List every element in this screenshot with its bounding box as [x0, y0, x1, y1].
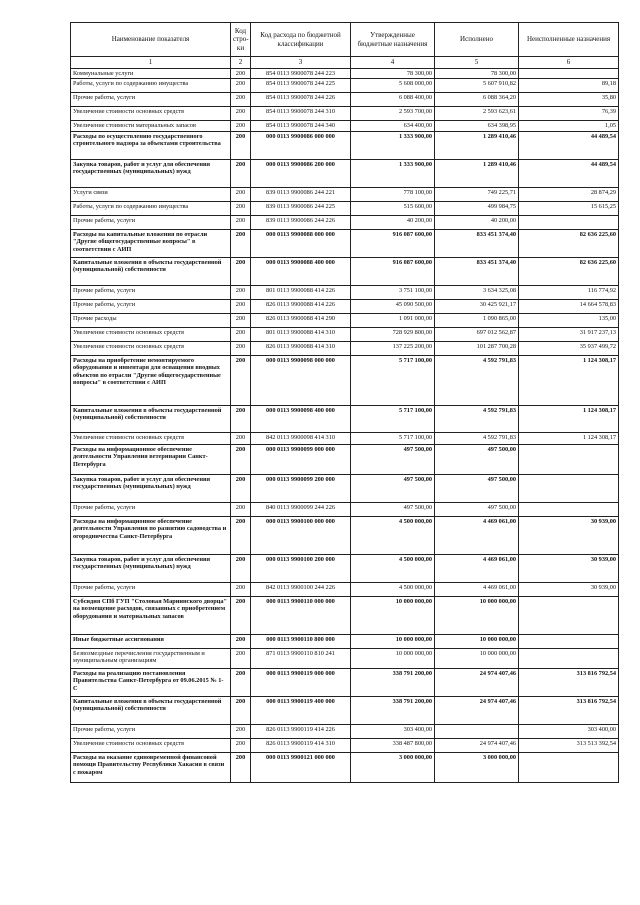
- row-approved: 5 608 000,00: [351, 79, 435, 93]
- row-approved: 4 500 000,00: [351, 583, 435, 597]
- row-budget-code: 854 0113 9900078 244 225: [251, 79, 351, 93]
- row-line-code: 200: [231, 160, 251, 188]
- row-approved: 497 500,00: [351, 475, 435, 503]
- row-executed: 497 500,00: [435, 445, 519, 475]
- row-name: Прочие работы, услуги: [71, 300, 231, 314]
- row-name: Безвозмездные перечисления государственным и муниципальным организациям: [71, 649, 231, 669]
- row-executed: 1 090 865,00: [435, 314, 519, 328]
- row-executed: 10 000 000,00: [435, 635, 519, 649]
- row-budget-code: 801 0113 9900088 414 310: [251, 328, 351, 342]
- row-name: Увеличение стоимости основных средств: [71, 107, 231, 121]
- row-name: Капитальные вложения в объекты государственной (муниципальной) собственности: [71, 258, 231, 286]
- row-remaining: [519, 635, 619, 649]
- row-remaining: [519, 445, 619, 475]
- column-number: 5: [435, 57, 519, 69]
- row-approved: 338 791 200,00: [351, 697, 435, 725]
- row-approved: 10 000 000,00: [351, 649, 435, 669]
- table-row: [71, 517, 619, 555]
- row-executed: 4 469 061,00: [435, 555, 519, 583]
- table-row: [71, 79, 619, 93]
- row-line-code: 200: [231, 286, 251, 300]
- row-approved: 1 333 900,00: [351, 132, 435, 160]
- row-remaining: 28 874,29: [519, 188, 619, 202]
- table-row: [71, 669, 619, 697]
- row-name: Прочие работы, услуги: [71, 725, 231, 739]
- column-number: 1: [71, 57, 231, 69]
- row-budget-code: 839 0113 9900086 244 225: [251, 202, 351, 216]
- row-executed: 4 592 791,83: [435, 433, 519, 445]
- row-line-code: 200: [231, 121, 251, 132]
- row-approved: 303 400,00: [351, 725, 435, 739]
- row-executed: 10 000 000,00: [435, 649, 519, 669]
- row-executed: 497 500,00: [435, 503, 519, 517]
- row-approved: 3 751 100,00: [351, 286, 435, 300]
- row-approved: 515 600,00: [351, 202, 435, 216]
- table-body: [71, 69, 619, 783]
- row-approved: 78 300,00: [351, 69, 435, 79]
- table-row: [71, 445, 619, 475]
- row-budget-code: 000 0113 9900098 400 000: [251, 406, 351, 433]
- row-budget-code: 840 0113 9900099 244 226: [251, 503, 351, 517]
- table-row: [71, 93, 619, 107]
- column-number: 6: [519, 57, 619, 69]
- row-budget-code: 826 0113 9900088 414 290: [251, 314, 351, 328]
- row-executed: 40 200,00: [435, 216, 519, 230]
- row-approved: 2 593 700,00: [351, 107, 435, 121]
- table-row: [71, 433, 619, 445]
- row-line-code: 200: [231, 739, 251, 753]
- row-remaining: 135,00: [519, 314, 619, 328]
- row-budget-code: 854 0113 9900078 244 340: [251, 121, 351, 132]
- row-name: Прочие работы, услуги: [71, 583, 231, 597]
- row-remaining: 76,39: [519, 107, 619, 121]
- table-row: [71, 132, 619, 160]
- row-approved: 1 091 000,00: [351, 314, 435, 328]
- table-row: [71, 583, 619, 597]
- row-remaining: 313 513 392,54: [519, 739, 619, 753]
- row-budget-code: 801 0113 9900088 414 226: [251, 286, 351, 300]
- table-row: [71, 188, 619, 202]
- row-remaining: 44 489,54: [519, 132, 619, 160]
- row-line-code: 200: [231, 475, 251, 503]
- table-row: [71, 597, 619, 635]
- row-remaining: 116 774,92: [519, 286, 619, 300]
- row-name: Расходы на капитальные вложения по отрасли "Другие общегосударственные вопросы" в соответствии с АИП: [71, 230, 231, 258]
- row-line-code: 200: [231, 342, 251, 356]
- budget-execution-table: [70, 22, 619, 783]
- row-remaining: [519, 216, 619, 230]
- row-name: Расходы на информационное обеспечение деятельности Управления ветеринарии Санкт-Петербурга: [71, 445, 231, 475]
- row-line-code: 200: [231, 107, 251, 121]
- row-remaining: 15 615,25: [519, 202, 619, 216]
- row-name: Закупка товаров, работ и услуг для обеспечения государственных (муниципальных) нужд: [71, 160, 231, 188]
- row-approved: 728 929 800,00: [351, 328, 435, 342]
- table-row: [71, 328, 619, 342]
- row-budget-code: 000 0113 9900110 800 000: [251, 635, 351, 649]
- row-name: Увеличение стоимости материальных запасов: [71, 121, 231, 132]
- row-line-code: 200: [231, 356, 251, 406]
- row-budget-code: 000 0113 9900100 000 000: [251, 517, 351, 555]
- row-remaining: 313 816 792,54: [519, 697, 619, 725]
- row-budget-code: 826 0113 9900088 414 226: [251, 300, 351, 314]
- table-row: [71, 160, 619, 188]
- row-budget-code: 839 0113 9900086 244 226: [251, 216, 351, 230]
- header-indicator-name: Наименование показателя: [71, 23, 231, 57]
- row-executed: 3 000 000,00: [435, 753, 519, 783]
- row-executed: 2 593 623,61: [435, 107, 519, 121]
- row-line-code: 200: [231, 406, 251, 433]
- row-approved: 3 000 000,00: [351, 753, 435, 783]
- row-executed: 497 500,00: [435, 475, 519, 503]
- row-budget-code: 854 0113 9900078 244 310: [251, 107, 351, 121]
- row-approved: 5 717 100,00: [351, 433, 435, 445]
- row-executed: 78 300,00: [435, 69, 519, 79]
- row-budget-code: 839 0113 9900086 244 221: [251, 188, 351, 202]
- table-row: [71, 753, 619, 783]
- row-budget-code: 854 0113 9900078 244 226: [251, 93, 351, 107]
- row-executed: 24 974 407,46: [435, 697, 519, 725]
- row-name: Иные бюджетные ассигнования: [71, 635, 231, 649]
- header-remaining: Неисполненные назначения: [519, 23, 619, 57]
- row-remaining: [519, 753, 619, 783]
- row-name: Расходы на информационное обеспечение деятельности Управления по развитию садоводства и огородничества Санкт-Петербурга: [71, 517, 231, 555]
- row-budget-code: 826 0113 9900119 414 226: [251, 725, 351, 739]
- row-executed: 634 398,95: [435, 121, 519, 132]
- row-remaining: 1 124 308,17: [519, 356, 619, 406]
- row-name: Прочие работы, услуги: [71, 93, 231, 107]
- row-remaining: 1,05: [519, 121, 619, 132]
- row-line-code: 200: [231, 69, 251, 79]
- row-approved: 10 000 000,00: [351, 635, 435, 649]
- row-remaining: [519, 597, 619, 635]
- row-remaining: 1 124 308,17: [519, 433, 619, 445]
- row-remaining: 35 937 499,72: [519, 342, 619, 356]
- row-name: Увеличение стоимости основных средств: [71, 328, 231, 342]
- row-budget-code: 000 0113 9900119 000 000: [251, 669, 351, 697]
- row-line-code: 200: [231, 79, 251, 93]
- table-row: [71, 475, 619, 503]
- row-name: Коммунальные услуги: [71, 69, 231, 79]
- row-approved: 6 088 400,00: [351, 93, 435, 107]
- row-approved: 916 087 600,00: [351, 230, 435, 258]
- table-row: [71, 121, 619, 132]
- row-executed: 1 289 410,46: [435, 132, 519, 160]
- row-name: Капитальные вложения в объекты государственной (муниципальной) собственности: [71, 406, 231, 433]
- header-line-code: Код стро-ки: [231, 23, 251, 57]
- table-row: [71, 300, 619, 314]
- row-budget-code: 826 0113 9900119 414 310: [251, 739, 351, 753]
- column-number: 4: [351, 57, 435, 69]
- row-remaining: 31 917 237,13: [519, 328, 619, 342]
- row-approved: 4 500 000,00: [351, 555, 435, 583]
- row-name: Увеличение стоимости основных средств: [71, 342, 231, 356]
- column-number: 2: [231, 57, 251, 69]
- table-row: [71, 406, 619, 433]
- row-executed: 24 974 407,46: [435, 739, 519, 753]
- row-remaining: [519, 503, 619, 517]
- row-name: Увеличение стоимости основных средств: [71, 433, 231, 445]
- row-name: Расходы на приобретение немонтируемого оборудования и инвентаря для оснащения вводных объектов по отрасли "Другие общегосударственные вопросы" в соответствии с АИП: [71, 356, 231, 406]
- row-executed: 30 425 921,17: [435, 300, 519, 314]
- row-line-code: 200: [231, 517, 251, 555]
- row-budget-code: 000 0113 9900100 200 000: [251, 555, 351, 583]
- row-executed: 24 974 407,46: [435, 669, 519, 697]
- row-budget-code: 000 0113 9900099 200 000: [251, 475, 351, 503]
- row-approved: 338 487 800,00: [351, 739, 435, 753]
- row-executed: 4 592 791,83: [435, 406, 519, 433]
- row-line-code: 200: [231, 258, 251, 286]
- row-line-code: 200: [231, 649, 251, 669]
- header-executed: Исполнено: [435, 23, 519, 57]
- row-approved: 634 400,00: [351, 121, 435, 132]
- row-line-code: 200: [231, 635, 251, 649]
- table-row: [71, 230, 619, 258]
- row-remaining: 14 664 578,83: [519, 300, 619, 314]
- row-name: Расходы по осуществлению государственного строительного надзора за объектами строительства: [71, 132, 231, 160]
- row-remaining: 30 939,00: [519, 517, 619, 555]
- table-row: [71, 649, 619, 669]
- row-name: Закупка товаров, работ и услуг для обеспечения государственных (муниципальных) нужд: [71, 475, 231, 503]
- row-executed: 1 289 410,46: [435, 160, 519, 188]
- row-line-code: 200: [231, 753, 251, 783]
- row-name: Прочие работы, услуги: [71, 503, 231, 517]
- row-executed: 833 451 374,40: [435, 230, 519, 258]
- row-line-code: 200: [231, 300, 251, 314]
- table-row: [71, 202, 619, 216]
- row-approved: 5 717 100,00: [351, 356, 435, 406]
- row-name: Субсидия СПб ГУП "Столовая Мариинского дворца" на возмещение расходов, связанных с приобретением оборудования и материальных запасов: [71, 597, 231, 635]
- header-approved: Утвержденные бюджетные назначения: [351, 23, 435, 57]
- row-line-code: 200: [231, 188, 251, 202]
- row-budget-code: 826 0113 9900088 414 310: [251, 342, 351, 356]
- row-approved: 497 500,00: [351, 445, 435, 475]
- table-row: [71, 314, 619, 328]
- row-name: Прочие работы, услуги: [71, 286, 231, 300]
- row-executed: 10 000 000,00: [435, 597, 519, 635]
- table-row: [71, 635, 619, 649]
- table-row: [71, 69, 619, 79]
- row-executed: 499 984,75: [435, 202, 519, 216]
- row-executed: 101 287 700,28: [435, 342, 519, 356]
- row-budget-code: 000 0113 9900086 000 000: [251, 132, 351, 160]
- report-sheet: [70, 22, 618, 783]
- row-approved: 137 225 200,00: [351, 342, 435, 356]
- row-remaining: 82 636 225,60: [519, 230, 619, 258]
- row-line-code: 200: [231, 445, 251, 475]
- row-executed: 5 607 910,82: [435, 79, 519, 93]
- row-line-code: 200: [231, 132, 251, 160]
- table-row: [71, 555, 619, 583]
- row-line-code: 200: [231, 597, 251, 635]
- header-budget-code: Код расхода по бюджетной классификации: [251, 23, 351, 57]
- row-budget-code: 842 0113 9900100 244 226: [251, 583, 351, 597]
- row-name: Расходы на оказание единовременной финансовой помощи Правительству Республики Хакасия в связи с пожаром: [71, 753, 231, 783]
- row-approved: 10 000 000,00: [351, 597, 435, 635]
- column-number-row: [71, 57, 619, 69]
- row-executed: [435, 725, 519, 739]
- row-name: Работы, услуги по содержанию имущества: [71, 202, 231, 216]
- row-approved: 497 500,00: [351, 503, 435, 517]
- row-executed: 749 225,71: [435, 188, 519, 202]
- row-budget-code: 000 0113 9900086 200 000: [251, 160, 351, 188]
- row-budget-code: 842 0113 9900098 414 310: [251, 433, 351, 445]
- row-approved: 1 333 900,00: [351, 160, 435, 188]
- row-name: Работы, услуги по содержанию имущества: [71, 79, 231, 93]
- row-remaining: 303 400,00: [519, 725, 619, 739]
- row-line-code: 200: [231, 555, 251, 583]
- row-name: Расходы на реализацию постановления Правительства Санкт-Петербурга от 09.06.2015 № 1-С: [71, 669, 231, 697]
- row-line-code: 200: [231, 669, 251, 697]
- row-executed: 3 634 325,08: [435, 286, 519, 300]
- row-executed: 833 451 374,40: [435, 258, 519, 286]
- row-executed: 6 088 364,20: [435, 93, 519, 107]
- table-row: [71, 503, 619, 517]
- row-remaining: 1 124 308,17: [519, 406, 619, 433]
- row-executed: 4 592 791,83: [435, 356, 519, 406]
- row-name: Закупка товаров, работ и услуг для обеспечения государственных (муниципальных) нужд: [71, 555, 231, 583]
- row-line-code: 200: [231, 216, 251, 230]
- row-approved: 338 791 200,00: [351, 669, 435, 697]
- row-line-code: 200: [231, 697, 251, 725]
- row-remaining: 30 939,00: [519, 583, 619, 597]
- row-line-code: 200: [231, 503, 251, 517]
- row-name: Увеличение стоимости основных средств: [71, 739, 231, 753]
- row-remaining: 82 636 225,60: [519, 258, 619, 286]
- row-name: Капитальные вложения в объекты государственной (муниципальной) собственности: [71, 697, 231, 725]
- table-row: [71, 356, 619, 406]
- row-line-code: 200: [231, 230, 251, 258]
- table-row: [71, 216, 619, 230]
- row-approved: 40 200,00: [351, 216, 435, 230]
- row-name: Услуги связи: [71, 188, 231, 202]
- row-remaining: 44 489,54: [519, 160, 619, 188]
- table-row: [71, 739, 619, 753]
- table-row: [71, 258, 619, 286]
- row-budget-code: 000 0113 9900110 000 000: [251, 597, 351, 635]
- table-row: [71, 107, 619, 121]
- row-line-code: 200: [231, 93, 251, 107]
- row-approved: 916 087 600,00: [351, 258, 435, 286]
- table-row: [71, 725, 619, 739]
- row-remaining: [519, 69, 619, 79]
- row-name: Прочие работы, услуги: [71, 216, 231, 230]
- table-header-row: [71, 23, 619, 57]
- table-row: [71, 697, 619, 725]
- row-remaining: [519, 649, 619, 669]
- row-executed: 4 469 061,00: [435, 583, 519, 597]
- table-row: [71, 342, 619, 356]
- table-row: [71, 286, 619, 300]
- row-budget-code: 000 0113 9900098 000 000: [251, 356, 351, 406]
- row-name: Прочие расходы: [71, 314, 231, 328]
- row-budget-code: 871 0113 9900110 810 241: [251, 649, 351, 669]
- row-approved: 778 100,00: [351, 188, 435, 202]
- row-line-code: 200: [231, 583, 251, 597]
- row-line-code: 200: [231, 314, 251, 328]
- row-remaining: 89,18: [519, 79, 619, 93]
- row-remaining: 35,80: [519, 93, 619, 107]
- column-number: 3: [251, 57, 351, 69]
- row-approved: 4 500 000,00: [351, 517, 435, 555]
- row-approved: 45 090 500,00: [351, 300, 435, 314]
- row-budget-code: 000 0113 9900088 400 000: [251, 258, 351, 286]
- row-line-code: 200: [231, 328, 251, 342]
- row-executed: 697 012 562,87: [435, 328, 519, 342]
- row-budget-code: 000 0113 9900099 000 000: [251, 445, 351, 475]
- row-line-code: 200: [231, 433, 251, 445]
- row-budget-code: 000 0113 9900088 000 000: [251, 230, 351, 258]
- row-remaining: [519, 475, 619, 503]
- row-approved: 5 717 100,00: [351, 406, 435, 433]
- row-budget-code: 854 0113 9900078 244 223: [251, 69, 351, 79]
- row-line-code: 200: [231, 202, 251, 216]
- row-budget-code: 000 0113 9900121 000 000: [251, 753, 351, 783]
- row-remaining: 30 939,00: [519, 555, 619, 583]
- row-line-code: 200: [231, 725, 251, 739]
- row-executed: 4 469 061,00: [435, 517, 519, 555]
- row-remaining: 313 816 792,54: [519, 669, 619, 697]
- row-budget-code: 000 0113 9900119 400 000: [251, 697, 351, 725]
